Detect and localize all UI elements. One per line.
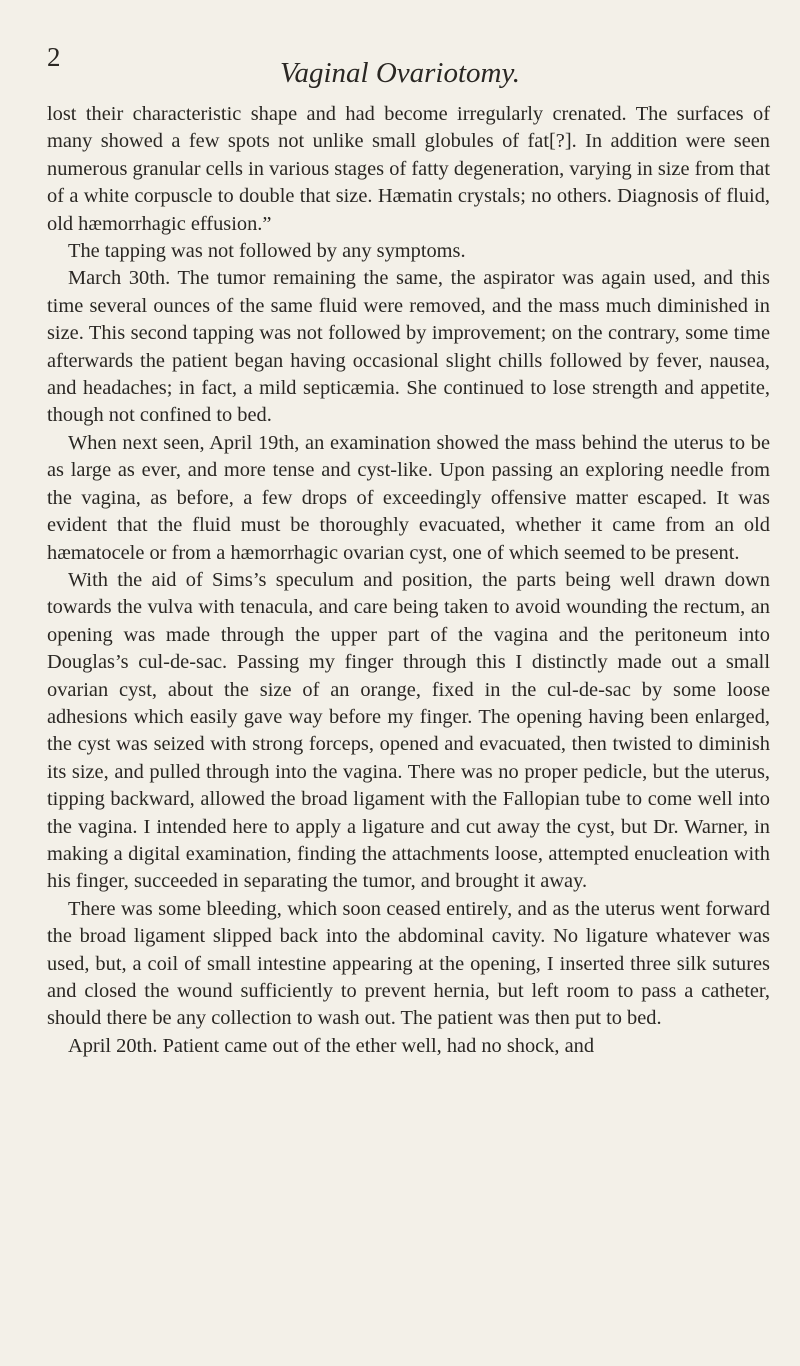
page-number: 2	[47, 42, 61, 72]
paragraph: There was some bleeding, which soon ceased entirely, and as the uterus went forward the broad ligament slipped back into the abdominal cavity. No ligature whatever was used, but, a coil of small intestine appearing at the opening, I inserted three silk sutures and closed the wound sufficiently to prevent hernia, but left room to pass a catheter, should there be any collection to wash out. The patient was then put to bed.	[47, 897, 770, 1030]
paragraph: The tapping was not followed by any symptoms.	[68, 240, 466, 263]
paragraph: April 20th. Patient came out of the ether well, had no shock, and	[68, 1034, 595, 1057]
paragraph: When next seen, April 19th, an examination showed the mass behind the uterus to be as large as ever, and more tense and cyst-like. Upon passing an exploring needle from the vagina, as before, a few drops of exceedingly offensive matter escaped. It was evident that the fluid must be thoroughly evacuated, whether it came from an old hæmatocele or from a hæmorrhagic ovarian cyst, one of which seemed to be present.	[47, 431, 770, 564]
paragraph: lost their characteristic shape and had become irregularly crenated. The surfaces of many showed a few spots not unlike small globules of fat[?]. In addition were seen numerous granular cells in various stages of fatty degeneration, varying in size from that of a white corpuscle to double that size. Hæmatin crystals; no others. Diagnosis of fluid, old hæmorrhagic effusion.”	[47, 103, 770, 235]
running-title: Vaginal Ovariotomy.	[279, 57, 521, 89]
paragraph: March 30th. The tumor remaining the same, the aspirator was again used, and this time several ounces of the same fluid were removed, and the mass much diminished in size. This second tapping was not followed by improvement; on the contrary, some time afterwards the patient began having occasional slight chills followed by fever, nausea, and headaches; in fact, a mild septicæmia. She continued to lose strength and appetite, though not confined to bed.	[47, 267, 770, 427]
body-text	[47, 101, 770, 1060]
paragraph: With the aid of Sims’s speculum and position, the parts being well drawn down towards the vulva with tenacula, and care being taken to avoid wounding the rectum, an opening was made through the upper part of the vagina and the peritoneum into Douglas’s cul-de-sac. Passing my finger through this I distinctly made out a small ovarian cyst, about the size of an orange, fixed in the cul-de-sac by some loose adhesions which easily gave way before my finger. The opening having been enlarged, the cyst was seized with strong forceps, opened and evacuated, then twisted to diminish its size, and pulled through into the vagina. There was no proper pedicle, but the uterus, tipping backward, allowed the broad ligament with the Fallopian tube to come well into the vagina. I intended here to apply a ligature and cut away the cyst, but Dr. Warner, in making a digital examination, finding the attachments loose, attempted enucleation with his finger, succeeded in separating the tumor, and brought it away.	[47, 568, 770, 893]
